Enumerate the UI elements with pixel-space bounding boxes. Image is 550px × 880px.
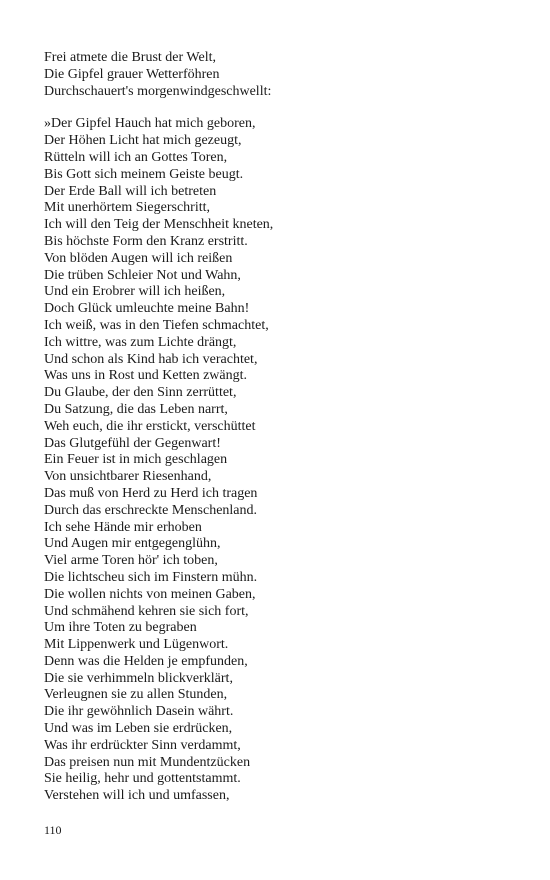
poem-text	[44, 50, 514, 805]
poem-line: Und ein Erobrer will ich heißen,	[44, 284, 226, 300]
poem-line: Sie heilig, hehr und gottentstammt.	[44, 771, 241, 787]
poem-line: Der Erde Ball will ich betreten	[44, 183, 217, 199]
poem-line: Mit unerhörtem Siegerschritt,	[44, 200, 211, 216]
poem-line: Das muß von Herd zu Herd ich tragen	[44, 485, 258, 501]
poem-line: Frei atmete die Brust der Welt,	[44, 50, 217, 65]
poem-line: Ein Feuer ist in mich geschlagen	[44, 452, 228, 468]
page-number: 110	[44, 823, 62, 837]
poem-line: Durch das erschreckte Menschenland.	[44, 502, 258, 518]
poem-line: Durchschauert's morgenwindgeschwellt:	[44, 83, 272, 99]
stanza	[44, 50, 514, 100]
poem-line: Die sie verhimmeln blickverklärt,	[44, 670, 233, 686]
poem-line: Doch Glück umleuchte meine Bahn!	[44, 301, 250, 317]
poem-line: Bis höchste Form den Kranz erstritt.	[44, 233, 248, 249]
poem-line: Ich weiß, was in den Tiefen schmachtet,	[44, 317, 269, 333]
poem-line: Die lichtscheu sich im Finstern mühn.	[44, 569, 258, 585]
poem-line: Die wollen nichts von meinen Gaben,	[44, 586, 256, 602]
poem-line: Von unsichtbarer Riesenhand,	[44, 469, 212, 485]
poem-line: Du Satzung, die das Leben narrt,	[44, 401, 228, 417]
poem-line: Die Gipfel grauer Wetterföhren	[44, 66, 220, 82]
stanza	[44, 116, 514, 805]
poem-line: Verleugnen sie zu allen Stunden,	[44, 687, 228, 703]
poem-line: Was uns in Rost und Ketten zwängt.	[44, 368, 248, 384]
poem-line: Denn was die Helden je empfunden,	[44, 653, 248, 669]
poem-line: Ich will den Teig der Menschheit kneten,	[44, 217, 274, 233]
poem-line: Und schmähend kehren sie sich fort,	[44, 603, 249, 619]
poem-line: Viel arme Toren hör' ich toben,	[44, 553, 218, 569]
poem-line: »Der Gipfel Hauch hat mich geboren,	[44, 116, 256, 132]
poem-line: Und Augen mir entgegenglühn,	[44, 536, 221, 552]
poem-line: Rütteln will ich an Gottes Toren,	[44, 149, 228, 165]
poem-line: Ich wittre, was zum Lichte drängt,	[44, 334, 237, 350]
poem-line: Die ihr gewöhnlich Dasein währt.	[44, 704, 234, 720]
poem-line: Verstehen will ich und umfassen,	[44, 788, 230, 804]
poem-line: Und schon als Kind hab ich verachtet,	[44, 351, 258, 367]
poem-line: Was ihr erdrückter Sinn verdammt,	[44, 737, 241, 753]
poem-line: Du Glaube, der den Sinn zerrüttet,	[44, 385, 237, 401]
poem-line: Weh euch, die ihr erstickt, verschüttet	[44, 418, 256, 434]
poem-line: Von blöden Augen will ich reißen	[44, 250, 233, 266]
poem-line: Das preisen nun mit Mundentzücken	[44, 754, 251, 770]
poem-line: Das Glutgefühl der Gegenwart!	[44, 435, 221, 451]
poem-line: Die trüben Schleier Not und Wahn,	[44, 267, 241, 283]
poem-line: Mit Lippenwerk und Lügenwort.	[44, 637, 229, 653]
poem-line: Um ihre Toten zu begraben	[44, 620, 197, 636]
poem-line: Ich sehe Hände mir erhoben	[44, 519, 202, 535]
poem-line: Bis Gott sich meinem Geiste beugt.	[44, 166, 244, 182]
poem-line: Und was im Leben sie erdrücken,	[44, 721, 233, 737]
poem-line: Der Höhen Licht hat mich gezeugt,	[44, 133, 242, 149]
